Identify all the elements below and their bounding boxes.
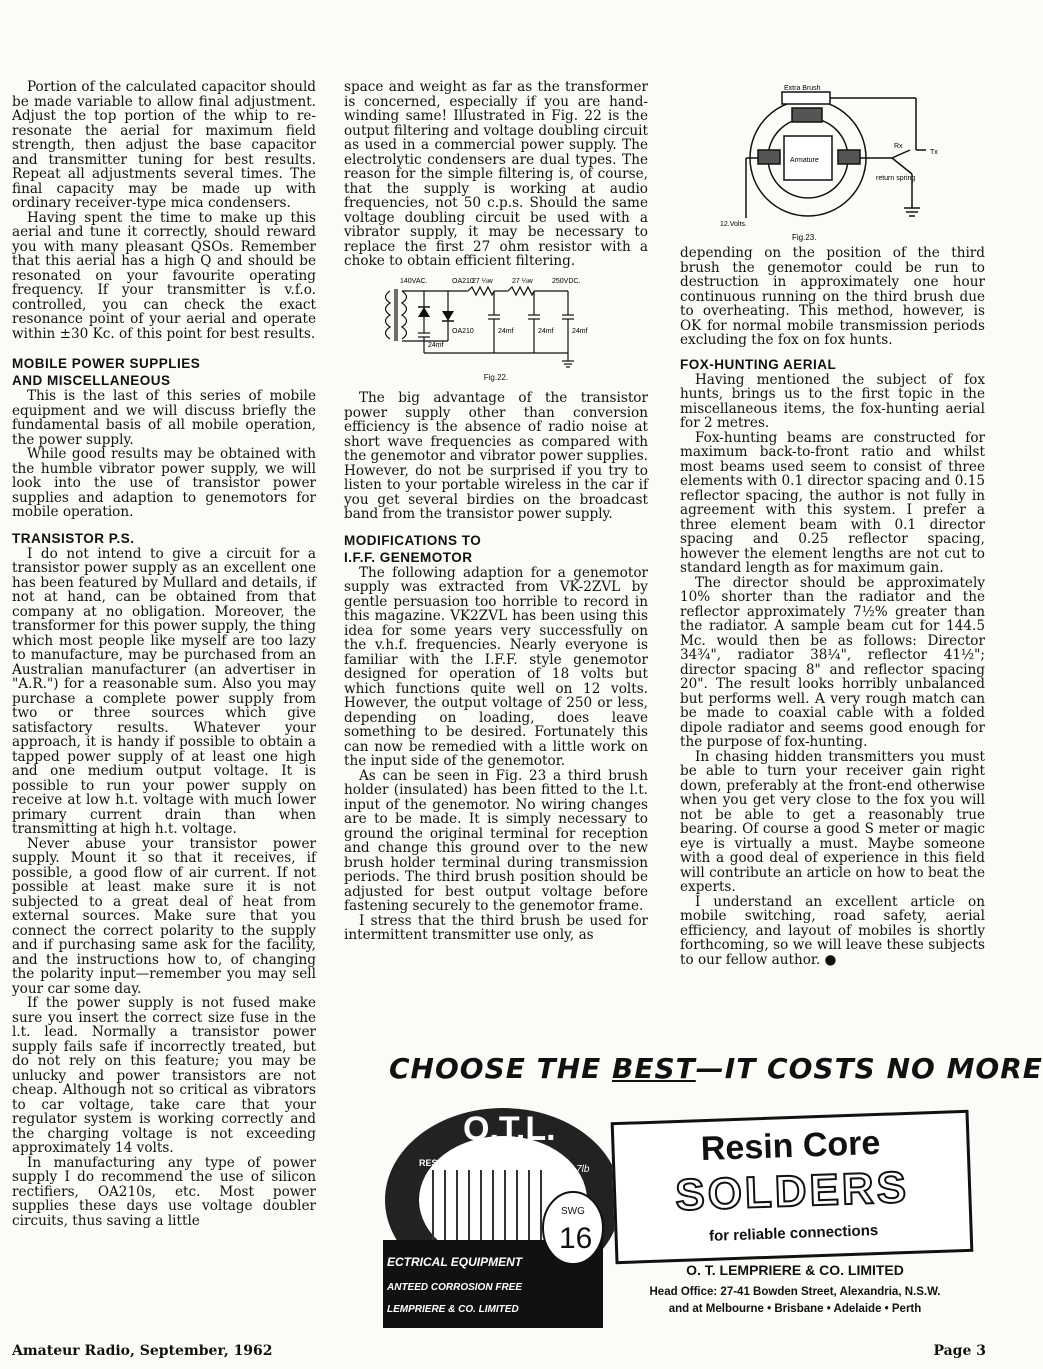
spool-gauge: 16 (559, 1222, 593, 1255)
paragraph: I do not intend to give a circuit for a transistor power supply as an excellent one has been featured by Mullard and details, if not at hand, can be obtained from that company at no obligation. Moreover, the transformer for this power supply, the thing which most people like myself are too lazy to manufacture, may be purchased from an Australian manufacturer (an advertiser in "A.R.") for a reasonable sum. Also you may purchase a complete power supply from two or three sources which give satisfactory results. Whatever your approach, it is handy if possible to obtain a tapped power supply of at least one high and one medium output voltage. It is possible to run your power supply on receive at low h.t. voltage with much lower primary current drain than when transmitting at high h.t. voltage. (12, 545, 316, 837)
fig22-cap1-label: 24mf (428, 341, 444, 349)
spool-swg: SWG (561, 1206, 585, 1217)
fig22-cap3-label: 24mf (538, 327, 554, 335)
paragraph: In manufacturing any type of power supply I do recommend the use of silicon rectifiers, OA210s, etc. Most power supplies these days use voltage doubler circuits, thus saving a little (12, 1154, 316, 1229)
paragraph: The director should be approximately 10% shorter than the radiator and the reflector approximately 7½% greater than the radiator. A sample beam cut for 144.5 Mc. would then be as follows: Director 34¾", radiator 38¼", reflector 41½"; director spacing 8" and reflector spacing 20". The result looks horribly unbalanced but performs well. A very rough match can be made to coaxial cable with a folded dipole radiator and seems good enough for the purpose of fox-hunting. (680, 574, 985, 750)
fig23-armature-label: Armature (790, 157, 819, 164)
paragraph: I stress that the third brush be used for intermittent transmitter use only, as (344, 912, 648, 943)
fig22-diode2-label: OA210 (452, 327, 474, 335)
section-heading: FOX-HUNTING AERIAL (680, 356, 837, 372)
paragraph: space and weight as far as the transformer is concerned, especially if you are hand-winding same! Illustrated in Fig. 22 is the output filtering and voltage doubling circuit as used in a commercial power supply. The electrolytic condensers are dual types. The reason for the simple filtering is, of course, that the supply is working at audio frequencies, not 50 c.p.s. Should the same voltage doubling circuit be used with a vibrator supply, it may be necessary to replace the first 27 ohm resistor with a choke to obtain efficient filtering. (344, 79, 648, 269)
paragraph: While good results may be obtained with the humble vibrator power supply, we will look into the use of transistor power supplies and adaption to genemotors for mobile operation. (12, 446, 316, 520)
footer-page-number: Page 3 (933, 1343, 986, 1359)
solders-label-box (611, 1110, 974, 1264)
heading-line: I.F.F. GENEMOTOR (344, 549, 473, 565)
paragraph: I understand an excellent article on mobile switching, road safety, aerial efficiency, and layout of mobiles is shortly forthcoming, so we will leave these subjects to our fellow author. ● (680, 893, 985, 968)
paragraph: In chasing hidden transmitters you must be able to turn your receiver gain right down, preferably at the front-end otherwise when you get very close to the fox you will not be able to get a reasonably true bearing. Of course a good S meter or magic eye is virtually a must. Maybe someone with a good deal of experience in this field will contribute an article on how to beat the experts. (680, 748, 985, 895)
spool-brand: O.T.L. (463, 1110, 556, 1148)
ad-headline (389, 1052, 1043, 1085)
paragraph: If the power supply is not fused make sure you insert the correct size fuse in the l.t. lead. Normally a transistor power supply fails safe if incorrectly treated, but do not rely on this feature; you may be unlucky and power transistors are not cheap. Although not so critical as vibrators to car voltage, take care that your regulator system is working correctly and the charging voltage is not exceeding approximately 14 volts. (12, 995, 316, 1156)
ad-headline-part: —IT COSTS NO MORE (695, 1052, 1043, 1085)
fig22-diode1-label: OA210 (452, 277, 474, 285)
ad-address (610, 1284, 980, 1318)
figure-22-circuit (344, 271, 648, 371)
paragraph: The big advantage of the transistor power supply other than conversion efficiency is the absence of radio noise at short wave frequencies as compared with the genemotor and vibrator power supplies. However, do not be surprised if you try to listen to your portable wireless in the car if you get several birdies on the broadcast band from the transistor power supply. (344, 390, 648, 522)
column-2 (344, 80, 648, 943)
figure-23-genemotor (680, 80, 985, 244)
paragraph: Having mentioned the subject of fox hunts, brings us to the first topic in the miscellaneous items, the fox-hunting aerial for 2 metres. (680, 371, 985, 431)
paragraph: Having spent the time to make up this aerial and tune it correctly, should reward you with many pleasant QSOs. Remember that this aerial has a high Q and should be resonated on your favourite operating frequency. If your transmitter is v.f.o. controlled, you can check the exact resonance point of your aerial and operate within ±30 Kc. of this point for best results. (12, 209, 316, 342)
ad-address-line: and at Melbourne • Brisbane • Adelaide • Perth (668, 1303, 922, 1315)
spool-band-2: ANTEED CORROSION FREE (387, 1282, 523, 1293)
ad-reliable: for reliable connections (708, 1222, 879, 1245)
ad-resin-core: Resin Core (700, 1123, 881, 1169)
fig22-cap4-label: 24mf (572, 327, 588, 335)
solder-spool-illustration (383, 1100, 643, 1328)
spool-band-3: LEMPRIERE & CO. LIMITED (387, 1304, 519, 1315)
fig22-r2-label: 27 ¼w (512, 277, 533, 285)
ad-headline-part: CHOOSE THE (389, 1052, 613, 1085)
fig22-vin-label: 140VAC. (400, 277, 428, 285)
paragraph: As can be seen in Fig. 23 a third brush holder (insulated) has been fitted to the l.t. input of the genemotor. No wiring changes are to be made. It is simply necessary to ground the original terminal for reception and change this ground over to the new brush holder terminal during transmission periods. The third brush position should be adjusted for best output voltage before fastening securely to the genemotor frame. (344, 767, 648, 914)
section-heading (12, 355, 316, 389)
fig23-rx-label: Rx (894, 143, 903, 150)
heading-line: MOBILE POWER SUPPLIES (12, 356, 201, 371)
paragraph: depending on the position of the third brush the genemotor could be run to destruction in approximately one hour continuous running on the third brush due to overheating. This method, however, is OK for normal mobile transmission periods excluding the fox on fox hunts. (680, 245, 985, 348)
paragraph: Never abuse your transistor power supply. Mount it so that it receives, if possible, a good flow of air current. If not possible at least make sure it is not subjected to a great deal of heat from external sources. Make sure that you connect the correct polarity to the supply and if purchasing same ask for the facility, and the instructions how to, of changing the polarity input—remember you may sell your car some day. (12, 835, 316, 997)
ad-address-line: Head Office: 27-41 Bowden Street, Alexandria, N.S.W. (649, 1286, 941, 1298)
ad-company: O. T. LEMPRIERE & CO. LIMITED (686, 1262, 904, 1278)
paragraph: This is the last of this series of mobile equipment and we will discuss briefly the fundamental basis of all mobile operation, the power supply. (12, 388, 316, 448)
column-1 (12, 80, 316, 1228)
paragraph: Fox-hunting beams are constructed for maximum back-to-front ratio and whilst most beams used seem to consist of three elements with 0.1 director spacing and 0.15 reflector spacing, the author is not fully in agreement with this system. I prefer a three element beam with 0.1 director spacing and 0.25 reflector spacing, however the element lengths are not cut to standard length as for maximum gain. (680, 429, 985, 576)
spool-ring-text: RESIN CORED SOLDER WIRE (419, 1158, 548, 1168)
fig22-r1-label: 27 ¼w (472, 277, 493, 285)
fig22-vout-label: 250VDC. (552, 277, 581, 285)
paragraph: Portion of the calculated capacitor should be made variable to allow final adjustment. Adjust the top portion of the whip to re-resonate the aerial for maximum field strength, then adjust the base capacitor and transmitter tuning for best results. Repeat all adjustments several times. The final capacity may be made up with ordinary receiver-type mica condensers. (12, 79, 316, 211)
fig23-extra-brush-label: Extra Brush (784, 85, 821, 92)
spool-band-1: ECTRICAL EQUIPMENT (387, 1255, 523, 1269)
fig23-return-spring-label: return spring (876, 175, 916, 182)
spool-nett: Nett 7lb (555, 1164, 590, 1175)
figure-23-caption: Fig.23. (792, 233, 817, 242)
column-3 (680, 78, 985, 967)
footer-publication: Amateur Radio, September, 1962 (12, 1343, 273, 1359)
section-heading: TRANSISTOR P.S. (12, 530, 135, 546)
heading-line: MODIFICATIONS TO (344, 532, 482, 548)
solder-advertisement (345, 1040, 1043, 1328)
figure-22-caption: Fig.22. (483, 372, 509, 382)
fig23-volts-label: 12.Volts. (720, 221, 747, 228)
paragraph: The following adaption for a genemotor supply was extracted from VK-2ZVL by gentle persuasion too horrible to record in this magazine. VK2ZVL has been using this idea for some years very successfully on the v.h.f. frequencies. Nearly everyone is familiar with the I.F.F. style genemotor designed for operation of 18 volts but which functions quite well on 12 volts. However, the output voltage of 250 or less, depending on loading, does leave something to be desired. Fortunately this can now be remedied with a little work on the input side of the genemotor. (344, 564, 648, 769)
ad-headline-best: BEST (612, 1052, 696, 1085)
fig22-cap2-label: 24mf (498, 327, 514, 335)
heading-line: AND MISCELLANEOUS (12, 373, 171, 388)
ad-solders: SOLDERS (674, 1162, 910, 1221)
section-heading (344, 532, 648, 566)
fig23-tx-label: Tx (930, 149, 938, 156)
